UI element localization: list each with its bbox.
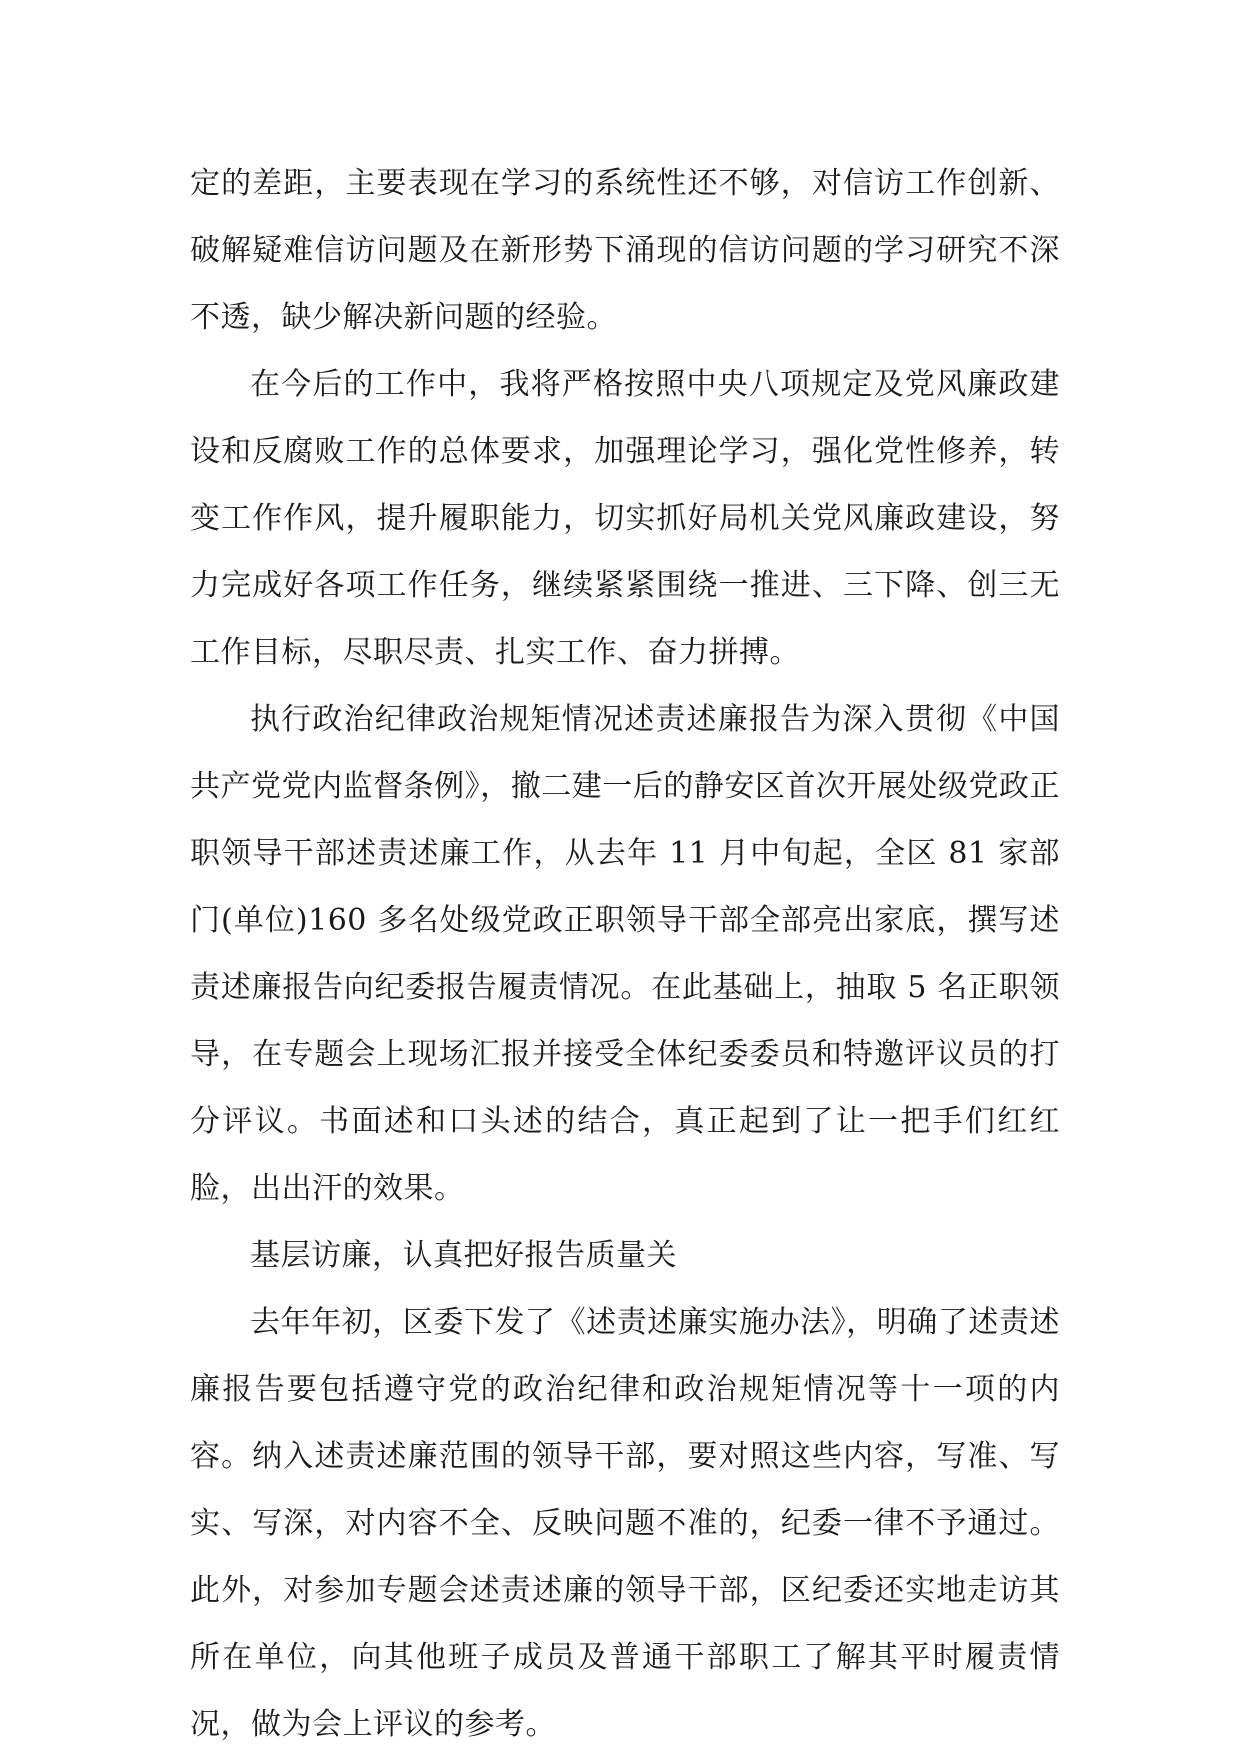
section-heading: 基层访廉，认真把好报告质量关 bbox=[250, 1238, 677, 1273]
paragraph-future-work: 在今后的工作中，我将严格按照中央八项规定及党风廉政建设和反腐败工作的总体要求，加强理论学习，强化党性修养，转变工作作风，提升履职能力，切实抓好局机关党风廉政建设，努力完成好各项工作任务，继续紧紧围绕一推进、三下降、创三无工作目标，尽职尽责、扎实工作、奋力拼搏。 bbox=[190, 367, 1060, 670]
paragraph-implementation: 去年年初，区委下发了《述责述廉实施办法》，明确了述责述廉报告要包括遵守党的政治纪律和政治规矩情况等十一项的内容。纳入述责述廉范围的领导干部，要对照这些内容，写准、写实、写深，对内容不全、反映问题不准的，纪委一律不予通过。此外，对参加专题会述责述廉的领导干部，区纪委还实地走访其所在单位，向其他班子成员及普通干部职工了解其平时履责情况，做为会上评议的参考。 bbox=[190, 1305, 1060, 1742]
document-body bbox=[190, 150, 1060, 1758]
paragraph-report-intro: 执行政治纪律政治规矩情况述责述廉报告为深入贯彻《中国共产党党内监督条例》，撤二建一后的静安区首次开展处级党政正职领导干部述责述廉工作，从去年 11 月中旬起，全区 81 家部门(单位)160 多名处级党政正职领导干部全部亮出家底，撰写述责述廉报告向纪委报告履责情况。在此基础上，抽取 5 名正职领导，在专题会上现场汇报并接受全体纪委委员和特邀评议员的打分评议。书面述和口头述的结合，真正起到了让一把手们红红脸，出出汗的效果。 bbox=[190, 702, 1060, 1206]
paragraph-continuation: 定的差距，主要表现在学习的系统性还不够，对信访工作创新、破解疑难信访问题及在新形势下涌现的信访问题的学习研究不深不透，缺少解决新问题的经验。 bbox=[190, 166, 1060, 335]
